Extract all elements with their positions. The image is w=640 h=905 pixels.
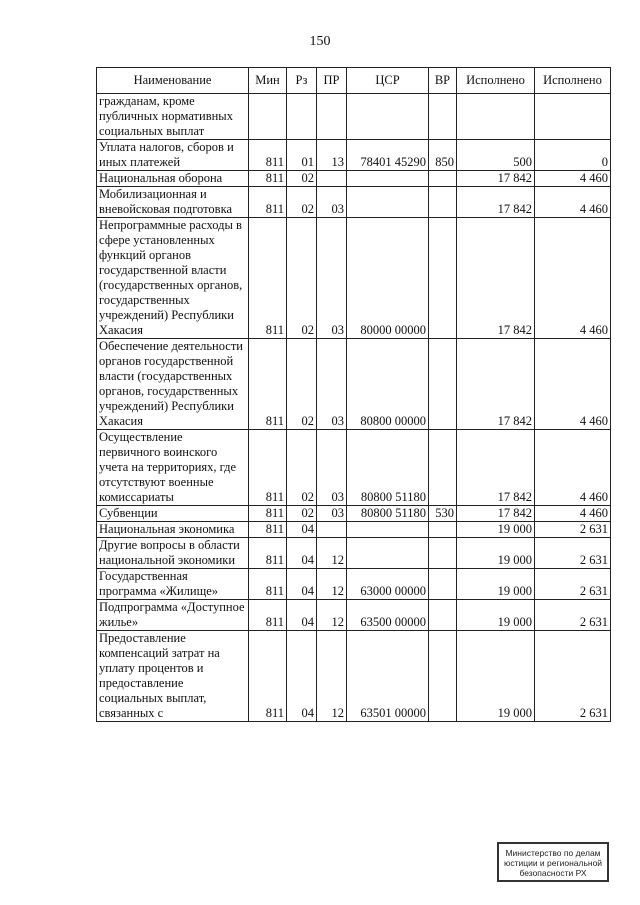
cell-csr [347, 94, 429, 140]
cell-executed-2: 2 631 [535, 600, 611, 631]
table-row [97, 538, 611, 569]
cell-vr [429, 538, 457, 569]
cell-executed-2: 4 460 [535, 187, 611, 218]
cell-executed-2 [535, 94, 611, 140]
header-rz: Рз [287, 68, 317, 94]
header-pr: ПР [317, 68, 347, 94]
cell-min: 811 [249, 339, 287, 430]
table-body [97, 94, 611, 722]
cell-executed-2: 2 631 [535, 569, 611, 600]
cell-pr: 13 [317, 140, 347, 171]
table-row [97, 569, 611, 600]
cell-csr: 80000 00000 [347, 218, 429, 339]
header-name: Наименование [97, 68, 249, 94]
cell-min: 811 [249, 171, 287, 187]
cell-min: 811 [249, 506, 287, 522]
cell-name: гражданам, кроме публичных нормативных социальных выплат [97, 94, 249, 140]
header-executed-2: Исполнено [535, 68, 611, 94]
table-row [97, 171, 611, 187]
cell-csr: 63501 00000 [347, 631, 429, 722]
cell-vr [429, 430, 457, 506]
cell-executed-1: 17 842 [457, 171, 535, 187]
cell-rz: 04 [287, 522, 317, 538]
cell-csr: 78401 45290 [347, 140, 429, 171]
cell-min: 811 [249, 600, 287, 631]
table-row [97, 506, 611, 522]
page-number: 150 [309, 34, 331, 49]
cell-rz: 04 [287, 600, 317, 631]
cell-name: Другие вопросы в области национальной экономики [97, 538, 249, 569]
cell-csr: 80800 51180 [347, 430, 429, 506]
cell-executed-1: 500 [457, 140, 535, 171]
table-row [97, 522, 611, 538]
cell-name: Мобилизационная и вневойсковая подготовка [97, 187, 249, 218]
cell-vr: 850 [429, 140, 457, 171]
cell-vr [429, 522, 457, 538]
cell-name: Субвенции [97, 506, 249, 522]
cell-min: 811 [249, 140, 287, 171]
cell-executed-2: 4 460 [535, 506, 611, 522]
cell-pr: 03 [317, 187, 347, 218]
cell-pr: 03 [317, 506, 347, 522]
cell-name: Осуществление первичного воинского учета на территориях, где отсутствуют военные комиссариаты [97, 430, 249, 506]
cell-min: 811 [249, 218, 287, 339]
cell-executed-1 [457, 94, 535, 140]
cell-executed-1: 19 000 [457, 522, 535, 538]
cell-executed-1: 17 842 [457, 218, 535, 339]
ministry-stamp [497, 842, 609, 882]
cell-vr [429, 600, 457, 631]
budget-table [96, 67, 611, 722]
cell-pr: 12 [317, 600, 347, 631]
cell-executed-1: 19 000 [457, 569, 535, 600]
table-row [97, 140, 611, 171]
cell-pr [317, 94, 347, 140]
cell-pr: 03 [317, 430, 347, 506]
header-csr: ЦСР [347, 68, 429, 94]
cell-executed-1: 17 842 [457, 339, 535, 430]
cell-pr: 12 [317, 631, 347, 722]
cell-rz: 02 [287, 339, 317, 430]
cell-executed-2: 4 460 [535, 171, 611, 187]
cell-executed-2: 2 631 [535, 538, 611, 569]
cell-csr: 80800 00000 [347, 339, 429, 430]
cell-rz: 04 [287, 569, 317, 600]
cell-vr [429, 94, 457, 140]
table-row [97, 94, 611, 140]
cell-min [249, 94, 287, 140]
cell-executed-2: 4 460 [535, 430, 611, 506]
cell-rz [287, 94, 317, 140]
cell-name: Обеспечение деятельности органов государственной власти (государственных органов, государственных учреждений) Республики Хакасия [97, 339, 249, 430]
cell-executed-1: 17 842 [457, 506, 535, 522]
cell-vr [429, 631, 457, 722]
cell-min: 811 [249, 569, 287, 600]
cell-vr [429, 187, 457, 218]
cell-executed-2: 2 631 [535, 631, 611, 722]
table-row [97, 339, 611, 430]
cell-name: Национальная оборона [97, 171, 249, 187]
stamp-line-1: Министерство по делам [505, 848, 601, 858]
cell-min: 811 [249, 631, 287, 722]
cell-rz: 02 [287, 506, 317, 522]
cell-pr: 12 [317, 569, 347, 600]
header-executed-1: Исполнено [457, 68, 535, 94]
cell-rz: 02 [287, 187, 317, 218]
cell-executed-2: 2 631 [535, 522, 611, 538]
cell-min: 811 [249, 522, 287, 538]
cell-vr [429, 171, 457, 187]
cell-min: 811 [249, 538, 287, 569]
cell-pr [317, 522, 347, 538]
stamp-line-2: юстиции и региональной [503, 858, 603, 868]
cell-rz: 04 [287, 631, 317, 722]
header-min: Мин [249, 68, 287, 94]
cell-csr: 80800 51180 [347, 506, 429, 522]
table-header [97, 68, 611, 94]
cell-pr: 03 [317, 218, 347, 339]
cell-rz: 02 [287, 218, 317, 339]
cell-name: Непрограммные расходы в сфере установленных функций органов государственной власти (государственных органов, государственных учреждений) Республики Хакасия [97, 218, 249, 339]
cell-vr [429, 218, 457, 339]
cell-vr: 530 [429, 506, 457, 522]
cell-executed-1: 17 842 [457, 430, 535, 506]
cell-min: 811 [249, 187, 287, 218]
cell-min: 811 [249, 430, 287, 506]
cell-rz: 02 [287, 430, 317, 506]
table-row [97, 218, 611, 339]
cell-rz: 02 [287, 171, 317, 187]
cell-executed-1: 17 842 [457, 187, 535, 218]
cell-executed-2: 0 [535, 140, 611, 171]
cell-pr: 03 [317, 339, 347, 430]
cell-executed-2: 4 460 [535, 218, 611, 339]
cell-executed-1: 19 000 [457, 631, 535, 722]
header-row [97, 68, 611, 94]
cell-name: Уплата налогов, сборов и иных платежей [97, 140, 249, 171]
stamp-line-3: безопасности РХ [519, 868, 587, 878]
cell-name: Подпрограмма «Доступное жилье» [97, 600, 249, 631]
cell-name: Государственная программа «Жилище» [97, 569, 249, 600]
cell-pr: 12 [317, 538, 347, 569]
header-vr: ВР [429, 68, 457, 94]
cell-csr: 63500 00000 [347, 600, 429, 631]
cell-executed-2: 4 460 [535, 339, 611, 430]
cell-executed-1: 19 000 [457, 600, 535, 631]
cell-rz: 01 [287, 140, 317, 171]
cell-vr [429, 569, 457, 600]
table-row [97, 600, 611, 631]
cell-name: Национальная экономика [97, 522, 249, 538]
cell-rz: 04 [287, 538, 317, 569]
cell-csr [347, 522, 429, 538]
cell-csr [347, 187, 429, 218]
table-row [97, 187, 611, 218]
cell-csr: 63000 00000 [347, 569, 429, 600]
cell-vr [429, 339, 457, 430]
table-row [97, 631, 611, 722]
table-row [97, 430, 611, 506]
cell-csr [347, 171, 429, 187]
cell-pr [317, 171, 347, 187]
cell-csr [347, 538, 429, 569]
cell-name: Предоставление компенсаций затрат на уплату процентов и предоставление социальных выплат, связанных с [97, 631, 249, 722]
cell-executed-1: 19 000 [457, 538, 535, 569]
